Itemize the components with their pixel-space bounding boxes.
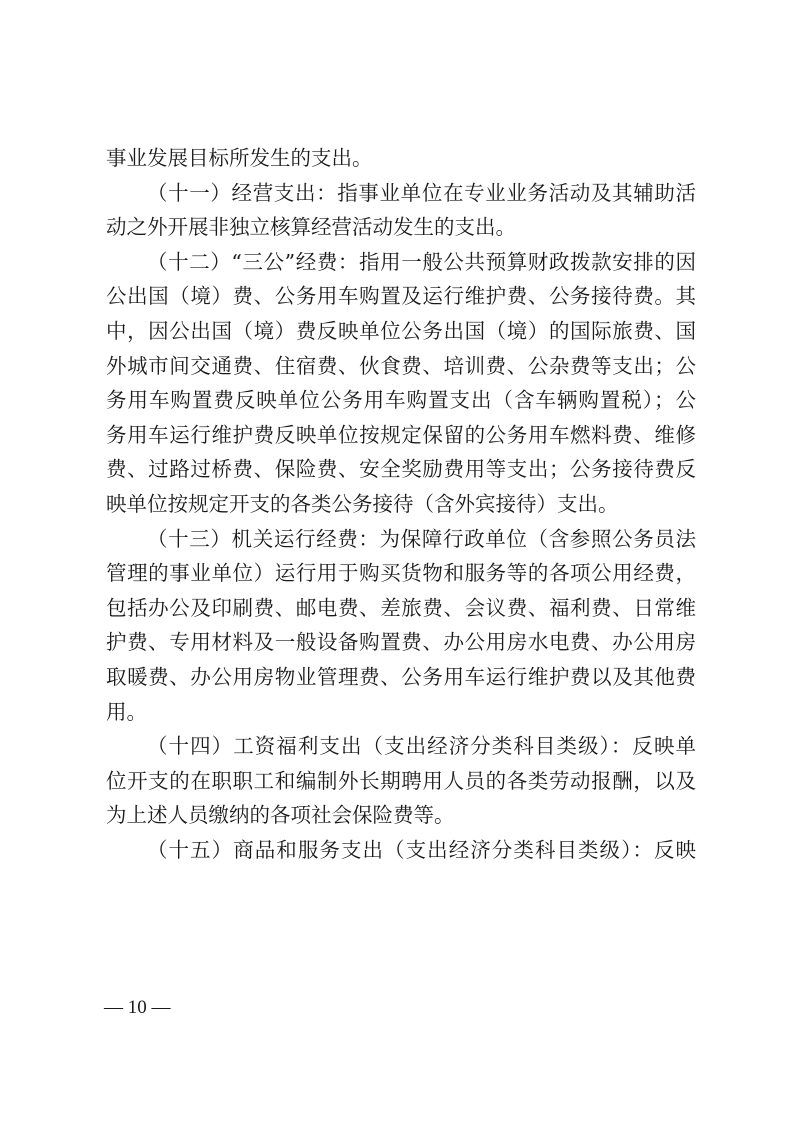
body-text xyxy=(106,141,696,867)
text-line: （十二）“三公”经费：指用一般公共预算财政拨款安排的因 xyxy=(147,249,696,274)
text-line: 映单位按规定开支的各类公务接待（含外宾接待）支出。 xyxy=(106,491,619,516)
text-line: 位开支的在职职工和编制外长期聘用人员的各类劳动报酬，以及 xyxy=(106,768,696,793)
text-line: 中，因公出国（境）费反映单位公务出国（境）的国际旅费、国 xyxy=(106,318,696,343)
text-line: 护费、专用材料及一般设备购置费、办公用房水电费、办公用房 xyxy=(106,630,696,655)
text-line: 务用车购置费反映单位公务用车购置支出（含车辆购置税）；公 xyxy=(106,388,696,413)
page-number: — 10 — xyxy=(104,997,171,1018)
text-line: 务用车运行维护费反映单位按规定保留的公务用车燃料费、维修 xyxy=(106,422,696,447)
text-line: 事业发展目标所发生的支出。 xyxy=(106,146,373,170)
text-line: 为上述人员缴纳的各项社会保险费等。 xyxy=(106,803,455,828)
text-line: 取暖费、办公用房物业管理费、公务用车运行维护费以及其他费 xyxy=(106,664,696,689)
text-line: （十五）商品和服务支出（支出经济分类科目类级）：反映 xyxy=(147,837,696,862)
text-line: 管理的事业单位）运行用于购买货物和服务等的各项公用经费， xyxy=(106,561,696,586)
text-line: 用。 xyxy=(106,699,147,724)
text-line: （十一）经营支出：指事业单位在专业业务活动及其辅助活 xyxy=(147,180,696,205)
text-line: 动之外开展非独立核算经营活动发生的支出。 xyxy=(106,215,516,240)
text-line: 外城市间交通费、住宿费、伙食费、培训费、公杂费等支出；公 xyxy=(106,353,696,378)
text-line: （十三）机关运行经费：为保障行政单位（含参照公务员法 xyxy=(147,526,696,551)
text-line: 费、过路过桥费、保险费、安全奖励费用等支出；公务接待费反 xyxy=(106,457,696,482)
text-line: 公出国（境）费、公务用车购置及运行维护费、公务接待费。其 xyxy=(106,284,696,309)
text-line: （十四）工资福利支出（支出经济分类科目类级）：反映单 xyxy=(147,734,696,759)
text-line: 包括办公及印刷费、邮电费、差旅费、会议费、福利费、日常维 xyxy=(106,595,696,620)
